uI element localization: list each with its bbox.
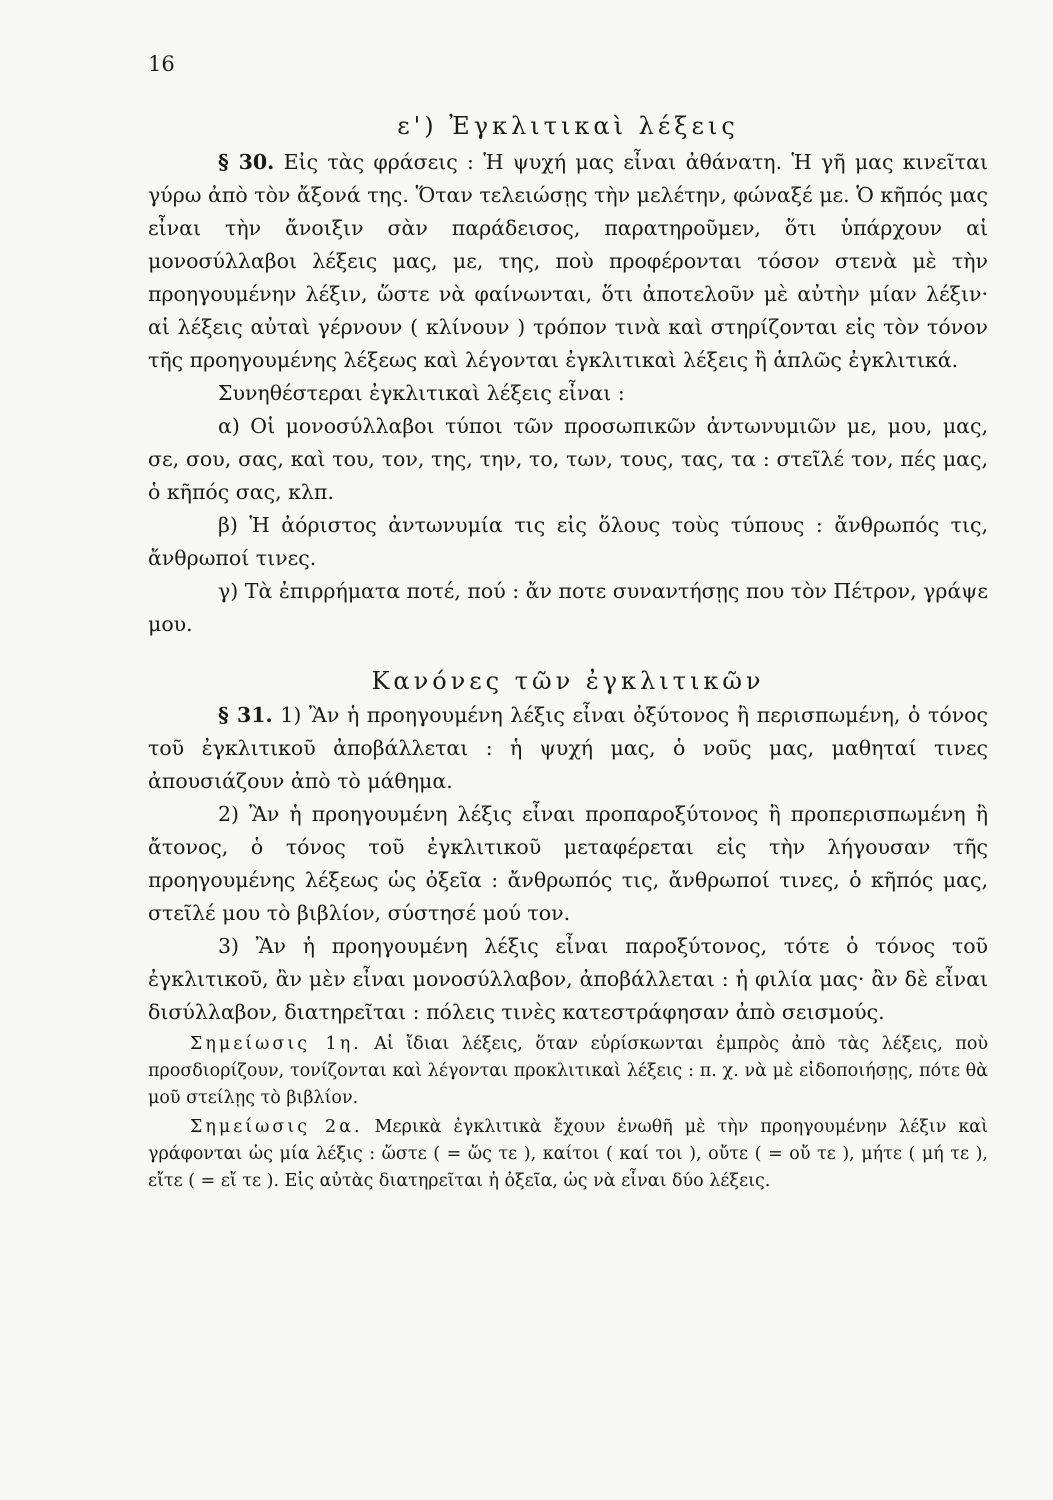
section-heading: ε') Ἐγκλιτικαὶ λέξεις [397,112,739,140]
paragraph-30 [148,146,988,377]
paragraph-31 [148,699,988,798]
page-number: 16 [148,52,175,76]
page-body [148,112,988,1195]
paragraph-30-text: Εἰς τὰς φράσεις : Ἡ ψυχή μας εἶναι ἀθάνατη. Ἡ γῆ μας κινεῖται γύρω ἀπὸ τὸν ἄξονά της. Ὅταν τελειώσῃς τὴν μελέτην, φώναξέ με. Ὁ κῆπός μας εἶναι τὴν ἄνοιξιν σὰν παράδεισος, παρατηροῦμεν, ὅτι ὑπάρχουν αἱ μονοσύλλαβοι λέξεις μας, με, της, ποὺ προφέρονται τόσον στενὰ μὲ τὴν προηγουμένην λέξιν, ὥστε νὰ φαίνωνται, ὅτι ἀποτελοῦν μὲ αὐτὴν μίαν λέξιν· αἱ λέξεις αὐταὶ γέρνουν ( κλίνουν ) τρόπον τινὰ καὶ στηρίζονται εἰς τὸν τόνον τῆς προηγουμένης λέξεως καὶ λέγονται ἐγκλιτικαὶ λέξεις ἢ ἁπλῶς ἐγκλιτικά. [148,150,988,372]
usual-enclitics-line: Συνηθέστεραι ἐγκλιτικαὶ λέξεις εἶναι : [218,381,625,405]
note-1-text: Αἱ ἴδιαι λέξεις, ὅταν εὑρίσκωνται ἐμπρὸς ἀπὸ τὰς λέξεις, ποὺ προσδιορίζουν, τονίζονται καὶ λέγονται προκλιτικαὶ λέξεις : π. χ. νὰ μὲ εἰδοποιήσῃς, πότε θὰ μοῦ στείλῃς τὸ βιβλίον. [148,1034,988,1108]
rule-2: 2) Ἂν ἡ προηγουμένη λέξις εἶναι προπαροξύτονος ἢ προπερισπωμένη ἢ ἄτονος, ὁ τόνος τοῦ ἐγκλιτικοῦ μεταφέρεται εἰς τὴν λήγουσαν τῆς προηγουμένης λέξεως ὡς ὀξεῖα : ἄνθρωπός τις, ἄνθρωποί τινες, ὁ κῆπός μας, στεῖλέ μου τὸ βιβλίον, σύστησέ μού τον. [148,802,988,925]
note-2-label: Σημείωσις 2α. [190,1117,363,1137]
section-number: § 31. [218,703,273,727]
item-a: α) Οἱ μονοσύλλαβοι τύποι τῶν προσωπικῶν ἀντωνυμιῶν με, μου, μας, σε, σου, σας, καὶ του, τον, της, την, το, των, τους, τας, τα : στεῖλέ τον, πές μας, ὁ κῆπός σας, κλπ. [148,414,988,504]
rules-heading: Κανόνες τῶν ἐγκλιτικῶν [371,667,765,695]
item-b: β) Ἡ ἀόριστος ἀντωνυμία τις εἰς ὅλους τοὺς τύπους : ἄνθρωπός τις, ἄνθρωποί τινες. [148,513,988,570]
section-number: § 30. [218,150,275,174]
item-c: γ) Τὰ ἐπιρρήματα ποτέ, πού : ἄν ποτε συναντήσῃς που τὸν Πέτρον, γράψε μου. [148,579,988,636]
note-2 [148,1114,988,1195]
rule-3: 3) Ἂν ἡ προηγουμένη λέξις εἶναι παροξύτονος, τότε ὁ τόνος τοῦ ἐγκλιτικοῦ, ἂν μὲν εἶναι μονοσύλλαβον, ἀποβάλλεται : ἡ φιλία μας· ἂν δὲ εἶναι δισύλλαβον, διατηρεῖται : πόλεις τινὲς κατεστράφησαν ἀπὸ σεισμούς. [148,934,988,1024]
note-2-text: Μερικὰ ἐγκλιτικὰ ἔχουν ἑνωθῆ μὲ τὴν προηγουμένην λέξιν καὶ γράφονται ὡς μία λέξις : ὥστε ( = ὥς τε ), καίτοι ( καί τοι ), οὔτε ( = οὔ τε ), μήτε ( μή τε ), εἴτε ( = εἴ τε ). Εἰς αὐτὰς διατηρεῖται ἡ ὀξεῖα, ὡς νὰ εἶναι δύο λέξεις. [148,1117,988,1191]
note-1-label: Σημείωσις 1η. [190,1034,362,1054]
rule-1: 1) Ἂν ἡ προηγουμένη λέξις εἶναι ὀξύτονος ἢ περισπωμένη, ὁ τόνος τοῦ ἐγκλιτικοῦ ἀποβάλλεται : ἡ ψυχή μας, ὁ νοῦς μας, μαθηταί τινες ἀπουσιάζουν ἀπὸ τὸ μάθημα. [148,703,988,793]
note-1 [148,1031,988,1112]
